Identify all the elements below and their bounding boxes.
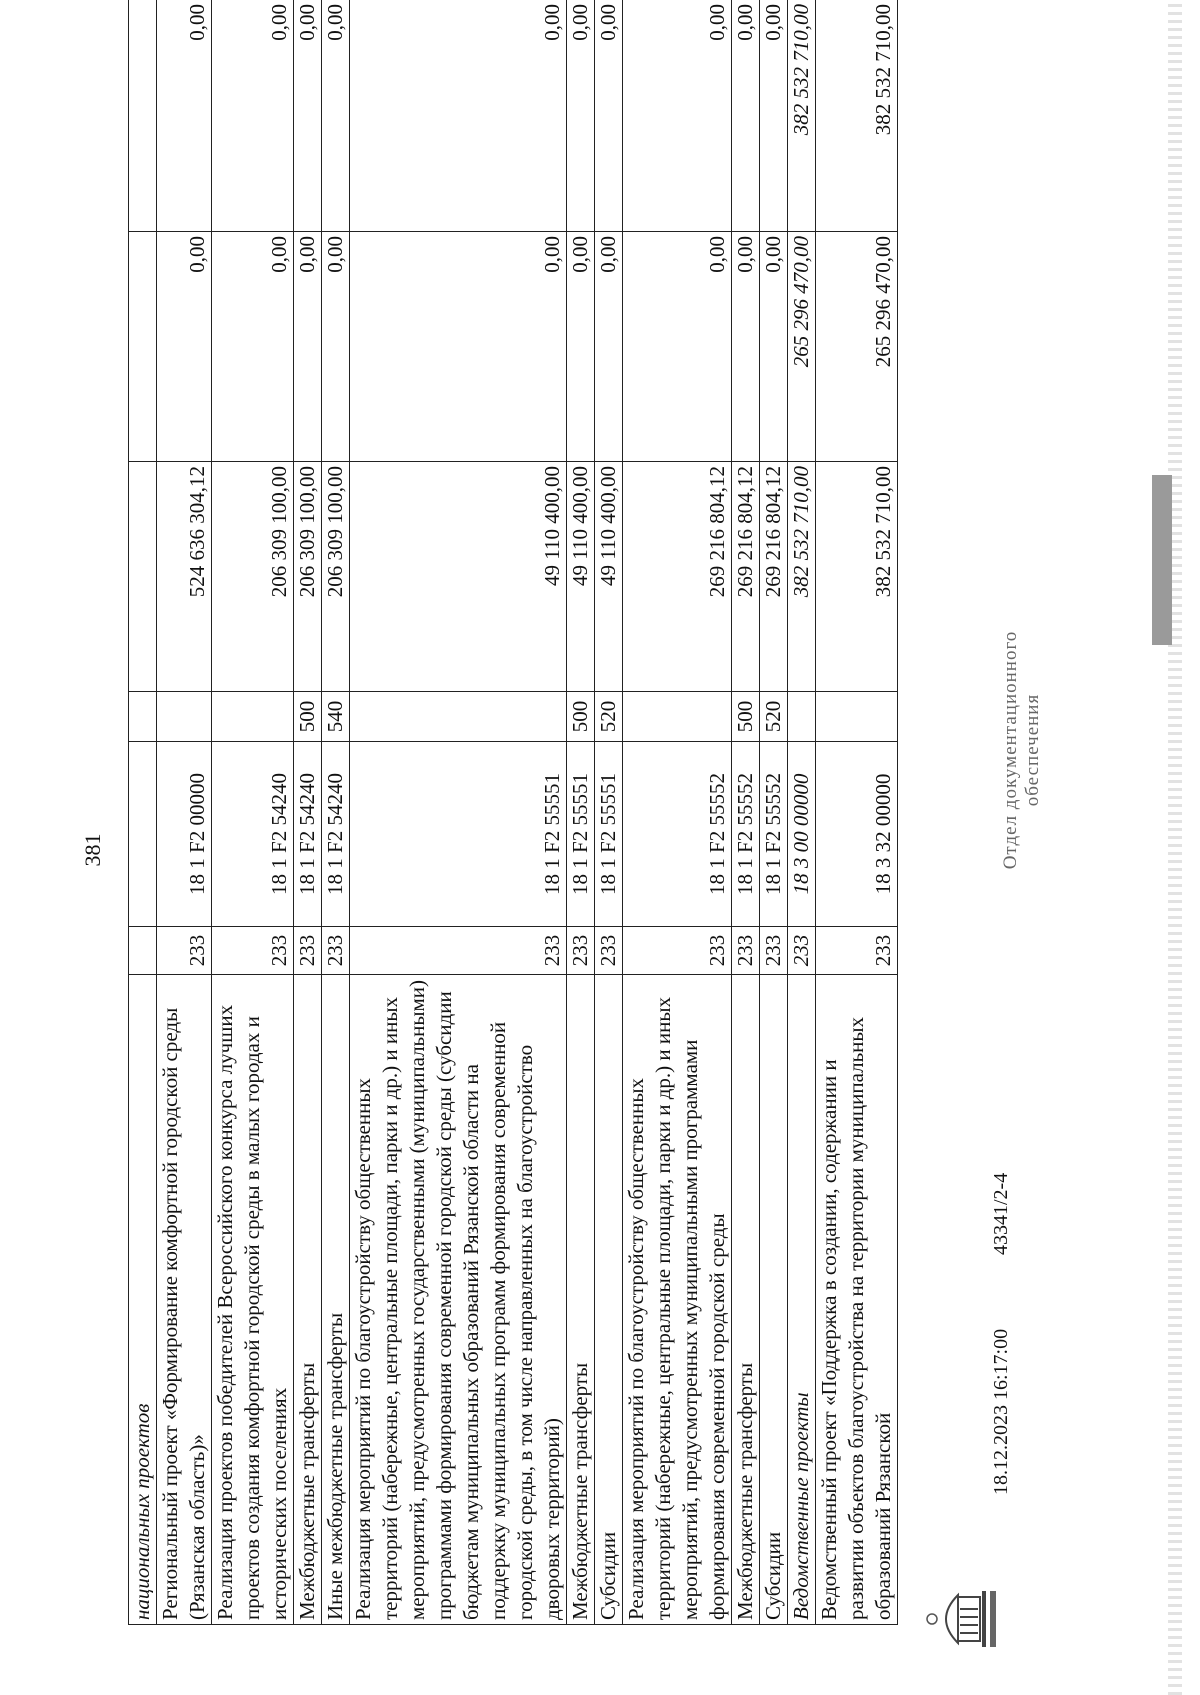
row-name: Ведомственный проект «Поддержка в создании, содержании и развитии объектов благоустройства на территории муниципальных образований Рязанской [816,975,898,1625]
row-ved-code: 233 [595,927,623,975]
row-vr-code: 520 [760,692,788,742]
footer-doc-code: 43341/2-4 [990,1172,1012,1255]
stamp-line-1: Отдел документационного [1000,630,1021,870]
row-ved-code: 233 [157,927,212,975]
row-sum-3: 0,00 [567,0,595,232]
row-name: Межбюджетные трансферты [567,975,595,1625]
row-ved-code: 233 [350,927,567,975]
row-sum-3: 382 532 710,00 [788,0,816,232]
row-csr-code: 18 1 F2 55551 [567,742,595,927]
row-sum-2: 0,00 [595,232,623,462]
row-sum-2: 0,00 [157,232,212,462]
row-csr-code: 18 1 F2 55551 [350,742,567,927]
row-ved-code: 233 [212,927,294,975]
row-sum-2: 0,00 [732,232,760,462]
table-row [157,0,212,1625]
row-vr-code [350,692,567,742]
row-csr-code: 18 1 F2 55552 [732,742,760,927]
row-sum-1: 206 309 100,00 [294,462,322,692]
row-ved-code: 233 [760,927,788,975]
row-ved-code: 233 [816,927,898,975]
table-row [732,0,760,1625]
row-csr-code: 18 1 F2 55551 [595,742,623,927]
row-vr-code [623,692,732,742]
row-sum-2: 0,00 [322,232,350,462]
row-sum-1: 382 532 710,00 [816,462,898,692]
scan-mark [1152,475,1172,645]
row-vr-code: 500 [294,692,322,742]
row-sum-1: 49 110 400,00 [567,462,595,692]
row-sum-3: 382 532 710,00 [816,0,898,232]
row-vr-code [157,692,212,742]
row-vr-code: 500 [567,692,595,742]
row-sum-3: 0,00 [294,0,322,232]
row-ved-code: 233 [322,927,350,975]
row-csr-code: 18 1 F2 55552 [760,742,788,927]
row-name: Региональный проект «Формирование комфортной городской среды (Рязанская область)» [157,975,212,1625]
row-sum-1: 269 216 804,12 [760,462,788,692]
row-sum-2: 0,00 [760,232,788,462]
row-sum-2: 0,00 [294,232,322,462]
row-sum-1: 269 216 804,12 [732,462,760,692]
table-row [567,0,595,1625]
row-sum-1: 382 532 710,00 [788,462,816,692]
row-ved-code: 233 [623,927,732,975]
row-sum-1: 206 309 100,00 [212,462,294,692]
table-row [788,0,816,1625]
row-sum-2: 0,00 [623,232,732,462]
row-sum-1: 524 636 304,12 [157,462,212,692]
footer-timestamp: 18.12.2023 16:17:00 [990,1328,1012,1495]
row-sum-3: 0,00 [623,0,732,232]
row-sum-3: 0,00 [350,0,567,232]
table-row [322,0,350,1625]
row-vr-code: 520 [595,692,623,742]
row-vr-code: 500 [732,692,760,742]
row-csr-code: 18 1 F2 00000 [157,742,212,927]
table-row [294,0,322,1625]
row-vr-code: 540 [322,692,350,742]
row-sum-2: 0,00 [567,232,595,462]
table-row [129,0,157,1625]
row-name: национальных проектов [129,975,157,1625]
row-vr-code [129,692,157,742]
row-ved-code: 233 [788,927,816,975]
row-name: Межбюджетные трансферты [732,975,760,1625]
row-csr-code: 18 1 F2 54240 [322,742,350,927]
row-csr-code: 18 1 F2 54240 [212,742,294,927]
row-sum-3: 0,00 [212,0,294,232]
row-sum-3: 0,00 [760,0,788,232]
row-csr-code [129,742,157,927]
budget-table [128,0,898,1625]
table-row [212,0,294,1625]
department-stamp [1000,620,1044,880]
row-sum-2: 0,00 [212,232,294,462]
row-name: Субсидии [595,975,623,1625]
row-name: Иные межбюджетные трансферты [322,975,350,1625]
row-ved-code: 233 [567,927,595,975]
row-csr-code: 18 1 F2 54240 [294,742,322,927]
row-ved-code [129,927,157,975]
row-sum-1: 269 216 804,12 [623,462,732,692]
page-number: 381 [80,833,105,867]
row-name: Межбюджетные трансферты [294,975,322,1625]
row-sum-3: 0,00 [322,0,350,232]
row-csr-code: 18 1 F2 55552 [623,742,732,927]
row-sum-3: 0,00 [595,0,623,232]
duma-emblem-icon [920,1583,1000,1655]
budget-table-body [129,0,898,1625]
row-sum-2: 0,00 [350,232,567,462]
row-sum-1: 49 110 400,00 [595,462,623,692]
row-ved-code: 233 [294,927,322,975]
row-sum-2 [129,232,157,462]
row-sum-1: 49 110 400,00 [350,462,567,692]
table-row [760,0,788,1625]
row-sum-2: 265 296 470,00 [788,232,816,462]
stamp-line-2: обеспечения [1022,693,1043,807]
row-name: Ведомственные проекты [788,975,816,1625]
row-csr-code: 18 3 00 00000 [788,742,816,927]
row-vr-code [816,692,898,742]
row-name: Реализация мероприятий по благоустройству общественных территорий (набережные, центральные площади, парки и др.) и иных мероприятий, предусмотренных муниципальными программами формирования современной городской среды [623,975,732,1625]
row-name: Субсидии [760,975,788,1625]
row-name: Реализация мероприятий по благоустройству общественных территорий (набережные, центральные площади, парки и др.) и иных мероприятий, предусмотренных государственными (муниципальными) программами формирования современной городской среды (субсидии бюджетам муниципальных образований Рязанской области на поддержку муниципальных программ формирования современной городской среды, в том числе направленных на благоустройство дворовых территорий) [350,975,567,1625]
row-sum-2: 265 296 470,00 [816,232,898,462]
row-sum-1: 206 309 100,00 [322,462,350,692]
row-csr-code: 18 3 32 00000 [816,742,898,927]
table-row [595,0,623,1625]
row-vr-code [788,692,816,742]
row-sum-3: 0,00 [157,0,212,232]
row-sum-3: 0,00 [732,0,760,232]
row-sum-1 [129,462,157,692]
table-row [350,0,567,1625]
row-ved-code: 233 [732,927,760,975]
row-sum-3 [129,0,157,232]
table-row [816,0,898,1625]
scan-edge-noise [1168,0,1182,1695]
row-vr-code [212,692,294,742]
table-row [623,0,732,1625]
row-name: Реализация проектов победителей Всероссийского конкурса лучших проектов создания комфортной городской среды в малых городах и исторических поселениях [212,975,294,1625]
